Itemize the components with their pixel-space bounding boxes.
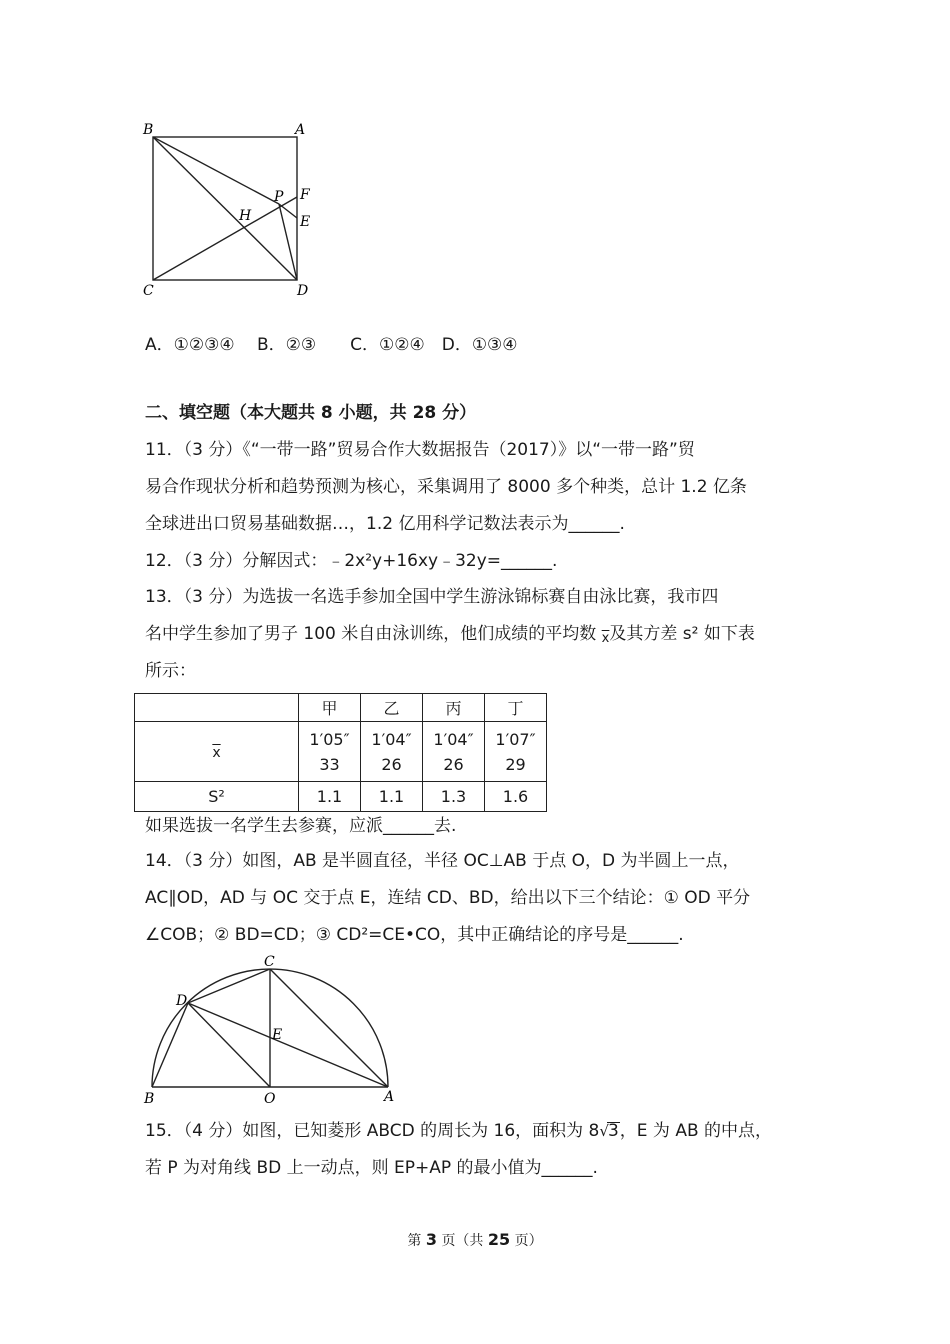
segment-bp (153, 137, 279, 204)
label-e2: E (272, 1027, 283, 1043)
segment-da (188, 1003, 388, 1087)
footer-post: 页） (514, 1233, 543, 1249)
q14-line2: AC∥OD，AD 与 OC 交于点 E，连结 CD、BD，给出以下三个结论：① OD 平分 (145, 888, 751, 908)
q13-line1: 13．（3 分）为选拔一名选手参加全国中学生游泳锦标赛自由泳比赛，我市四 (145, 587, 719, 607)
q13-after: 如果选拔一名学生去参赛，应派______去. (145, 816, 457, 836)
section2-heading: 二、填空题（本大题共 8 小题，共 28 分） (145, 403, 477, 423)
mean-bing: 1′04″ 26 (423, 722, 485, 782)
label-b: B (143, 122, 154, 138)
q13-xbar: $\overline{x}$ (601, 631, 610, 646)
q14-line1: 14．（3 分）如图，AB 是半圆直径，半径 OC⊥AB 于点 O，D 为半圆上一点， (145, 851, 740, 871)
page-footer (0, 1230, 950, 1250)
variance-jia: 1.1 (299, 782, 361, 812)
sqrt-sign: √ (599, 1122, 609, 1140)
q10-options: A．①②③④ B．②③ C．①②④ D．①③④ (145, 335, 518, 355)
footer-page: 3 (425, 1230, 437, 1249)
segment-ca (270, 969, 388, 1087)
row-mean-label: $\overline{x}$ (135, 722, 299, 782)
stats-table (134, 693, 547, 812)
label-h: H (239, 208, 252, 224)
label-f: F (300, 187, 310, 203)
footer-total: 25 (487, 1230, 511, 1249)
q14-line3: ∠COB；② BD=CD；③ CD²=CE•CO，其中正确结论的序号是______. (145, 925, 684, 945)
diagonal-bd (153, 137, 297, 280)
segment-db (152, 1003, 188, 1087)
mean-yi: 1′04″ 26 (361, 722, 423, 782)
header-bing: 丙 (423, 694, 485, 722)
label-a2: A (384, 1089, 395, 1105)
header-jia: 甲 (299, 694, 361, 722)
table-row (135, 694, 547, 722)
square-figure (135, 115, 335, 305)
mean-jia: 1′05″ 33 (299, 722, 361, 782)
label-o2: O (264, 1091, 276, 1107)
label-p: P (274, 189, 284, 205)
q13-line2-a: 名中学生参加了男子 100 米自由泳训练，他们成绩的平均数 (145, 624, 602, 644)
table-row (135, 722, 547, 782)
table-row (135, 782, 547, 812)
q13-line2-b: 及其方差 s² 如下表 (609, 624, 755, 644)
q11-line1: 11．（3 分）《“一带一路”贸易合作大数据报告（2017）》以“一带一路”贸 (145, 440, 695, 460)
q15-line2: 若 P 为对角线 BD 上一动点，则 EP+AP 的最小值为______. (145, 1158, 598, 1178)
row-variance-label: S² (135, 782, 299, 812)
label-e: E (300, 214, 311, 230)
q11-line2: 易合作现状分析和趋势预测为核心，采集调用了 8000 多个种类，总计 1.2 亿条 (145, 477, 747, 497)
sqrt-radicand: 3 (607, 1121, 619, 1141)
q15-line1-a: 15．（4 分）如图，已知菱形 ABCD 的周长为 16，面积为 8 (145, 1121, 600, 1141)
q15-line1 (145, 1120, 772, 1142)
q15-line1-b: ，E 为 AB 的中点， (619, 1121, 773, 1141)
header-yi: 乙 (361, 694, 423, 722)
variance-bing: 1.3 (423, 782, 485, 812)
footer-mid: 页（共 (441, 1233, 484, 1249)
label-c: C (143, 283, 154, 299)
segment-do (188, 1003, 270, 1087)
variance-yi: 1.1 (361, 782, 423, 812)
label-d: D (297, 283, 309, 299)
mean-ding: 1′07″ 29 (485, 722, 547, 782)
label-c2: C (264, 955, 275, 970)
label-d2: D (176, 993, 188, 1009)
variance-ding: 1.6 (485, 782, 547, 812)
footer-pre: 第 (407, 1233, 422, 1249)
q13-line2 (145, 623, 755, 650)
label-a: A (295, 122, 306, 138)
semicircle-figure (140, 955, 400, 1110)
table-corner (135, 694, 299, 722)
q11-line3: 全球进出口贸易基础数据…，1.2 亿用科学记数法表示为______. (145, 514, 625, 534)
label-b2: B (144, 1091, 155, 1107)
q13-line3: 所示： (145, 661, 196, 681)
segment-dc (188, 969, 270, 1003)
header-ding: 丁 (485, 694, 547, 722)
q12-text: 12．（3 分）分解因式：﹣2x²y+16xy﹣32y=______. (145, 551, 558, 571)
